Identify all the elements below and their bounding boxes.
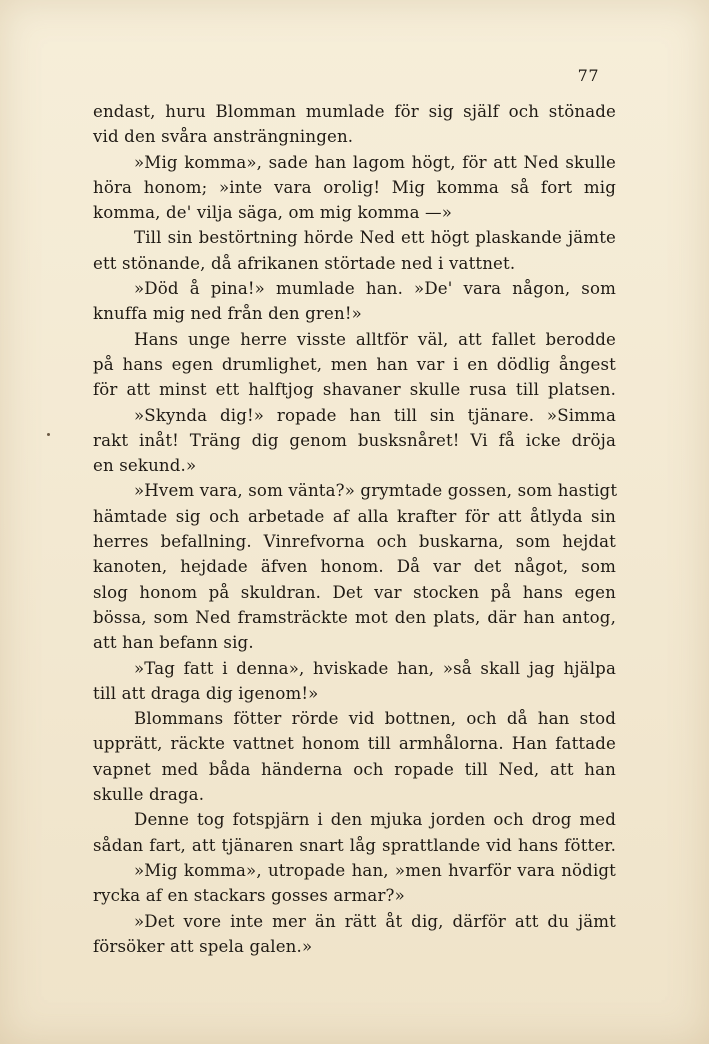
text-line: kanoten, hejdade äfven honom. Då var det något, som bbox=[93, 557, 616, 577]
text-line: Denne tog fotspjärn i den mjuka jorden och drog med bbox=[134, 810, 616, 830]
text-line: skulle draga. bbox=[93, 785, 205, 805]
text-line: »Mig komma», utropade han, »men hvarför vara nödigt bbox=[134, 860, 616, 880]
text-line: försöker att spela galen.» bbox=[93, 936, 313, 956]
text-line: endast, huru Blomman mumlade för sig själf och stönade bbox=[93, 102, 616, 121]
text-line: »Hvem vara, som vänta?» grymtade gossen, som hastigt bbox=[134, 481, 618, 501]
text-line: vapnet med båda händerna och ropade till Ned, att han bbox=[93, 759, 616, 779]
text-line: hämtade sig och arbetade af alla krafter för att åtlyda sin bbox=[93, 506, 616, 526]
text-line: till att draga dig igenom!» bbox=[93, 683, 319, 703]
text-line: rycka af en stackars gosses armar?» bbox=[93, 886, 405, 906]
text-line: »Tag fatt i denna», hviskade han, »så skall jag hjälpa bbox=[134, 658, 616, 678]
text-line: för att minst ett halftjog shavaner skulle rusa till platsen. bbox=[93, 380, 616, 400]
text-line: knuffa mig ned från den gren!» bbox=[93, 304, 362, 324]
text-line: herres befallning. Vinrefvorna och buskarna, som hejdat bbox=[93, 532, 616, 552]
text-line: ett stönande, då afrikanen störtade ned i vattnet. bbox=[93, 253, 516, 273]
text-line: slog honom på skuldran. Det var stocken på hans egen bbox=[93, 582, 616, 602]
text-line: bössa, som Ned framsträckte mot den plats, där han antog, bbox=[93, 607, 616, 627]
text-line: Hans unge herre visste alltför väl, att fallet berodde bbox=[134, 329, 616, 349]
text-line: en sekund.» bbox=[93, 456, 197, 476]
text-line: att han befann sig. bbox=[93, 633, 254, 653]
body-text bbox=[93, 99, 616, 959]
text-line: »Skynda dig!» ropade han till sin tjänare. »Simma bbox=[134, 405, 616, 425]
text-line: vid den svåra ansträngningen. bbox=[93, 127, 354, 147]
text-line: komma, de' vilja säga, om mig komma —» bbox=[93, 203, 453, 223]
text-line: »Det vore inte mer än rätt åt dig, därför att du jämt bbox=[134, 911, 616, 931]
text-line: Till sin bestörtning hörde Ned ett högt plaskande jämte bbox=[134, 228, 616, 248]
margin-speck bbox=[47, 433, 50, 436]
text-line: »Mig komma», sade han lagom högt, för att Ned skulle bbox=[134, 152, 616, 172]
text-line: upprätt, räckte vattnet honom till armhålorna. Han fattade bbox=[93, 734, 616, 754]
text-line: sådan fart, att tjänaren snart låg sprattlande vid hans fötter. bbox=[93, 835, 616, 855]
text-line: »Död å pina!» mumlade han. »De' vara någon, som bbox=[134, 279, 616, 299]
text-line: på hans egen drumlighet, men han var i en dödlig ångest bbox=[93, 354, 616, 374]
text-line: rakt inåt! Träng dig genom busksnåret! Vi få icke dröja bbox=[93, 430, 616, 450]
text-line: höra honom; »inte vara orolig! Mig komma så fort mig bbox=[93, 177, 616, 197]
text-line: Blommans fötter rörde vid bottnen, och då han stod bbox=[134, 709, 616, 729]
page-number: 77 bbox=[577, 66, 599, 85]
